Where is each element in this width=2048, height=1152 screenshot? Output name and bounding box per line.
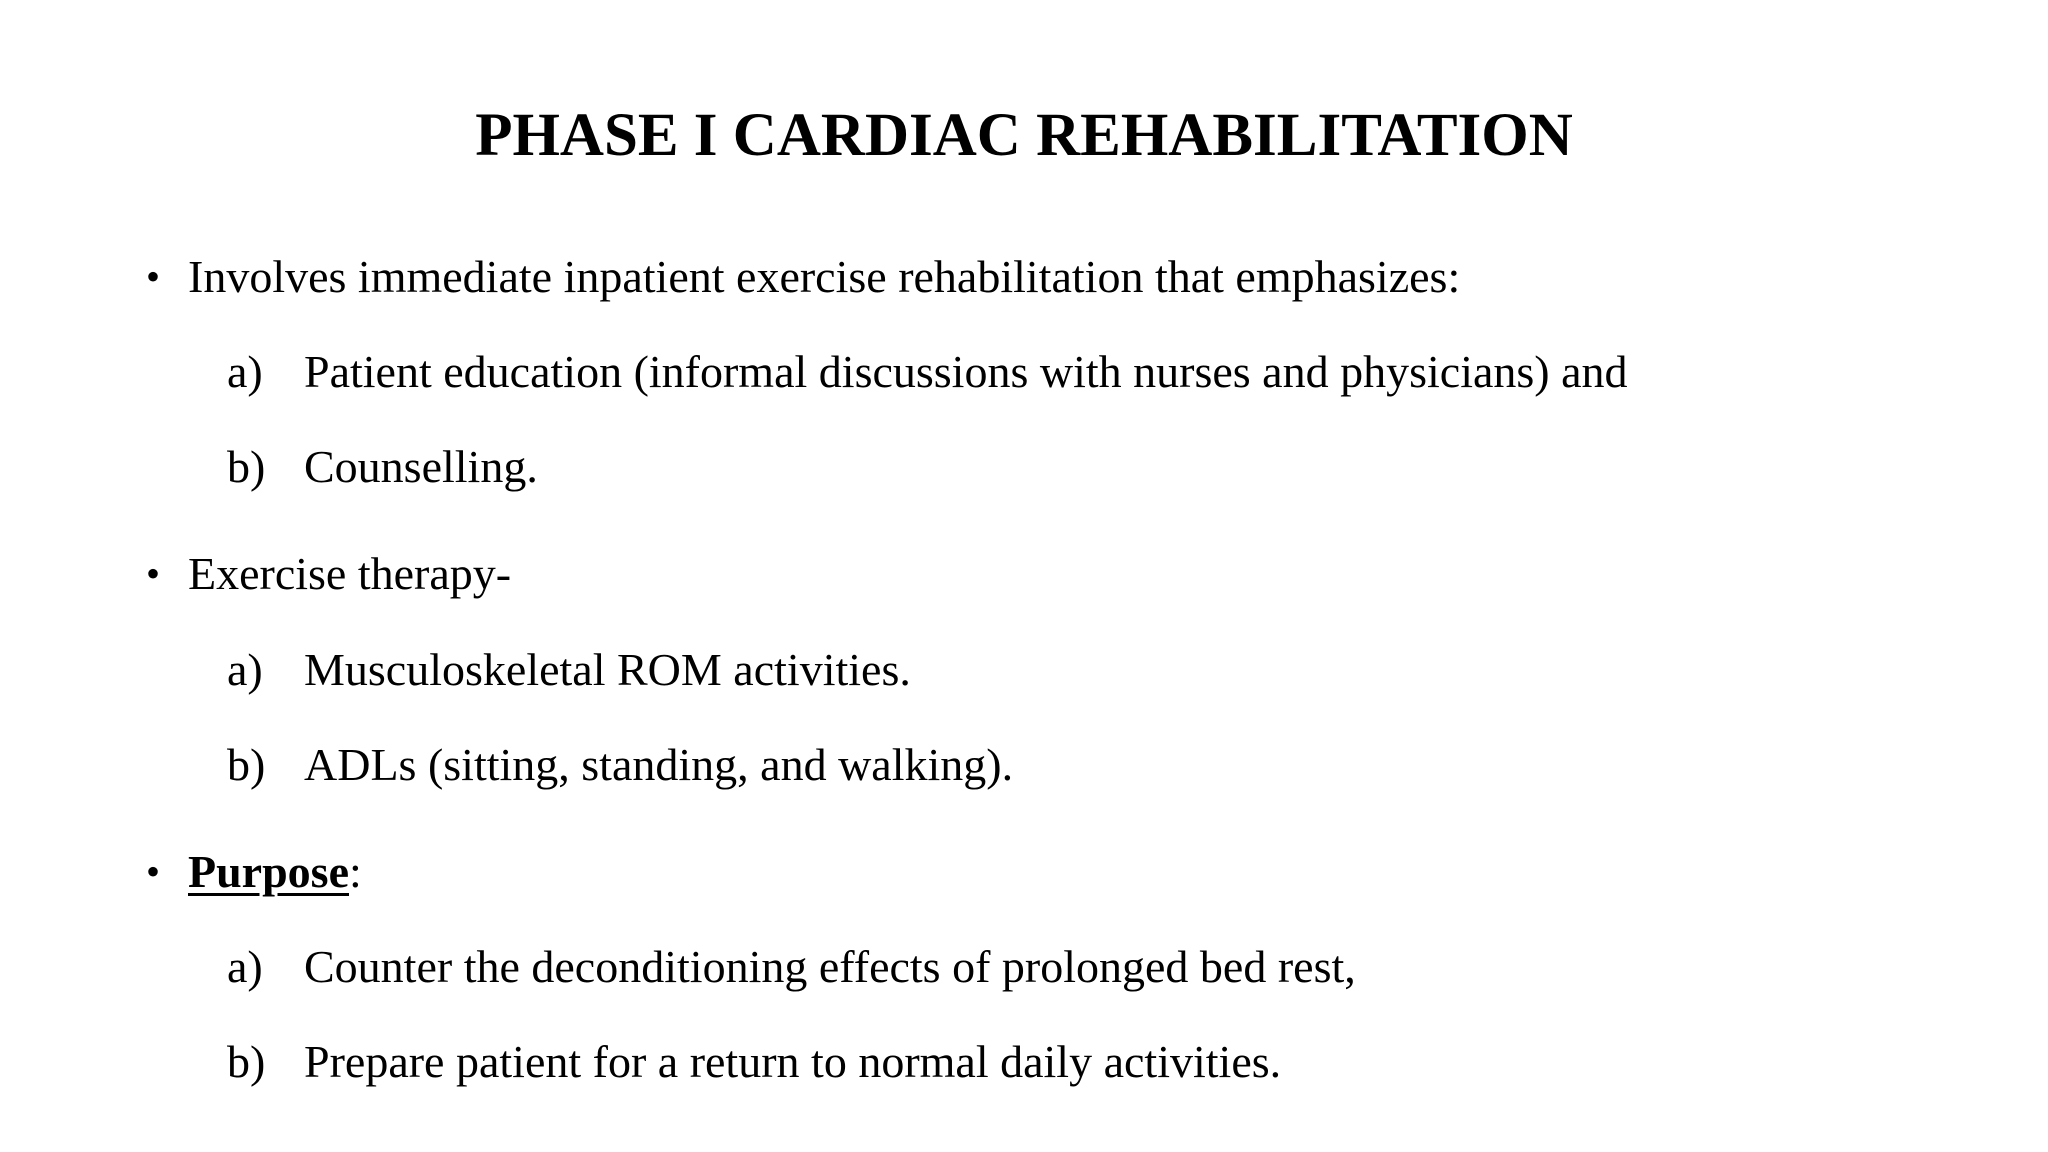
- list-item-text: Counselling.: [304, 441, 538, 492]
- list-marker: b): [227, 739, 266, 790]
- list-item-text: Prepare patient for a return to normal daily activities.: [304, 1036, 1282, 1087]
- list-marker: a): [227, 941, 263, 992]
- list-marker: b): [227, 1036, 266, 1087]
- list-item-text: Counter the deconditioning effects of prolonged bed rest,: [304, 941, 1356, 992]
- slide-title: PHASE I CARDIAC REHABILITATION: [475, 102, 1573, 169]
- bullet-heading: [188, 842, 362, 902]
- list-marker: b): [227, 441, 266, 492]
- bullet-text: Involves immediate inpatient exercise rehabilitation that emphasizes:: [188, 251, 1461, 302]
- list-marker: a): [227, 346, 263, 397]
- bullet-dot-icon: •: [146, 551, 161, 596]
- list-item-text: Musculoskeletal ROM activities.: [304, 644, 911, 695]
- list-item-text: ADLs (sitting, standing, and walking).: [304, 739, 1014, 790]
- heading-colon: :: [349, 846, 362, 897]
- list-marker: a): [227, 644, 263, 695]
- list-item-text: Patient education (informal discussions with nurses and physicians) and: [304, 346, 1628, 397]
- bullet-dot-icon: •: [146, 254, 161, 299]
- bullet-dot-icon: •: [146, 849, 161, 894]
- purpose-heading: Purpose: [188, 846, 349, 897]
- bullet-text: Exercise therapy-: [188, 548, 512, 599]
